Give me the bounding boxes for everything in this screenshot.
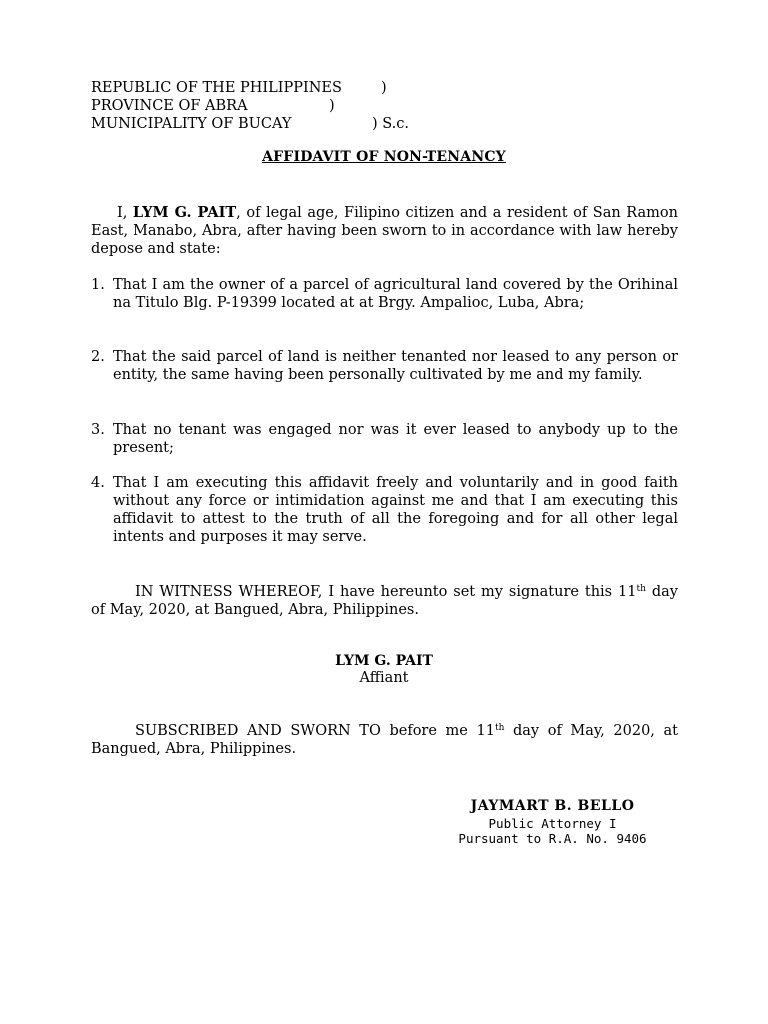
list-item-number: 1.	[91, 277, 105, 293]
venue-line-province	[91, 97, 409, 115]
list-item-number: 3.	[91, 422, 105, 438]
witness-text-end: day of May, 2020, at Bangued, Abra, Philippines.	[91, 584, 678, 618]
ordinal-suffix: th	[636, 584, 646, 594]
venue-mark: )	[381, 80, 387, 96]
notary-name: JAYMART B. BELLO	[470, 798, 635, 814]
affiant-name-inline: LYM G. PAIT	[132, 204, 237, 221]
venue-mark: ) S.c.	[372, 116, 410, 132]
jurat-text-end: day of May, 2020, at Bangued, Abra, Philippines.	[91, 723, 678, 757]
list-item-number: 4.	[91, 475, 105, 491]
document-title: AFFIDAVIT OF NON-TENANCY	[262, 149, 506, 165]
jurat-text: SUBSCRIBED AND SWORN TO before me 11	[135, 723, 495, 739]
list-item	[91, 421, 678, 457]
witness-paragraph	[91, 583, 678, 619]
intro-text: , of legal age, Filipino citizen and a resident of San Ramon East, Manabo, Abra, after having been sworn to in accordance with law hereby depose and state:	[91, 205, 678, 257]
venue-province: PROVINCE OF ABRA	[91, 98, 248, 114]
intro-paragraph	[91, 204, 678, 258]
list-item-text: That I am executing this affidavit freely and voluntarily and in good faith without any force or intimidation against me and that I am executing this affidavit to attest to the truth of all the foregoing and for all other legal intents and purposes it may serve.	[113, 475, 678, 545]
witness-text: IN WITNESS WHEREOF, I have hereunto set my signature this 11	[135, 584, 637, 600]
list-item	[91, 474, 678, 546]
list-item-text: That I am the owner of a parcel of agricultural land covered by the Orihinal na Titulo Blg. P-19399 located at at Brgy. Ampalioc, Luba, Abra;	[113, 277, 678, 311]
affiant-signature-name: LYM G. PAIT	[335, 653, 433, 669]
list-item-number: 2.	[91, 349, 105, 365]
intro-prefix: I,	[117, 205, 133, 221]
ordinal-suffix: th	[494, 723, 505, 733]
affiant-role-label: Affiant	[359, 670, 409, 686]
list-item	[91, 348, 678, 384]
venue-line-municipality	[91, 115, 409, 133]
venue-republic: REPUBLIC OF THE PHILIPPINES	[91, 80, 342, 96]
list-item-text: That the said parcel of land is neither tenanted nor leased to any person or entity, the same having been personally cultivated by me and my family.	[113, 349, 678, 383]
venue-line-republic	[91, 79, 409, 97]
notary-title: Public Attorney I	[488, 816, 617, 831]
list-item-text: That no tenant was engaged nor was it ever leased to anybody up to the present;	[113, 422, 678, 456]
jurat-paragraph	[91, 722, 678, 758]
venue-mark: )	[329, 98, 335, 114]
venue-municipality: MUNICIPALITY OF BUCAY	[91, 116, 292, 132]
venue-block	[91, 79, 409, 133]
notary-authority: Pursuant to R.A. No. 9406	[458, 831, 647, 846]
list-item	[91, 276, 678, 312]
